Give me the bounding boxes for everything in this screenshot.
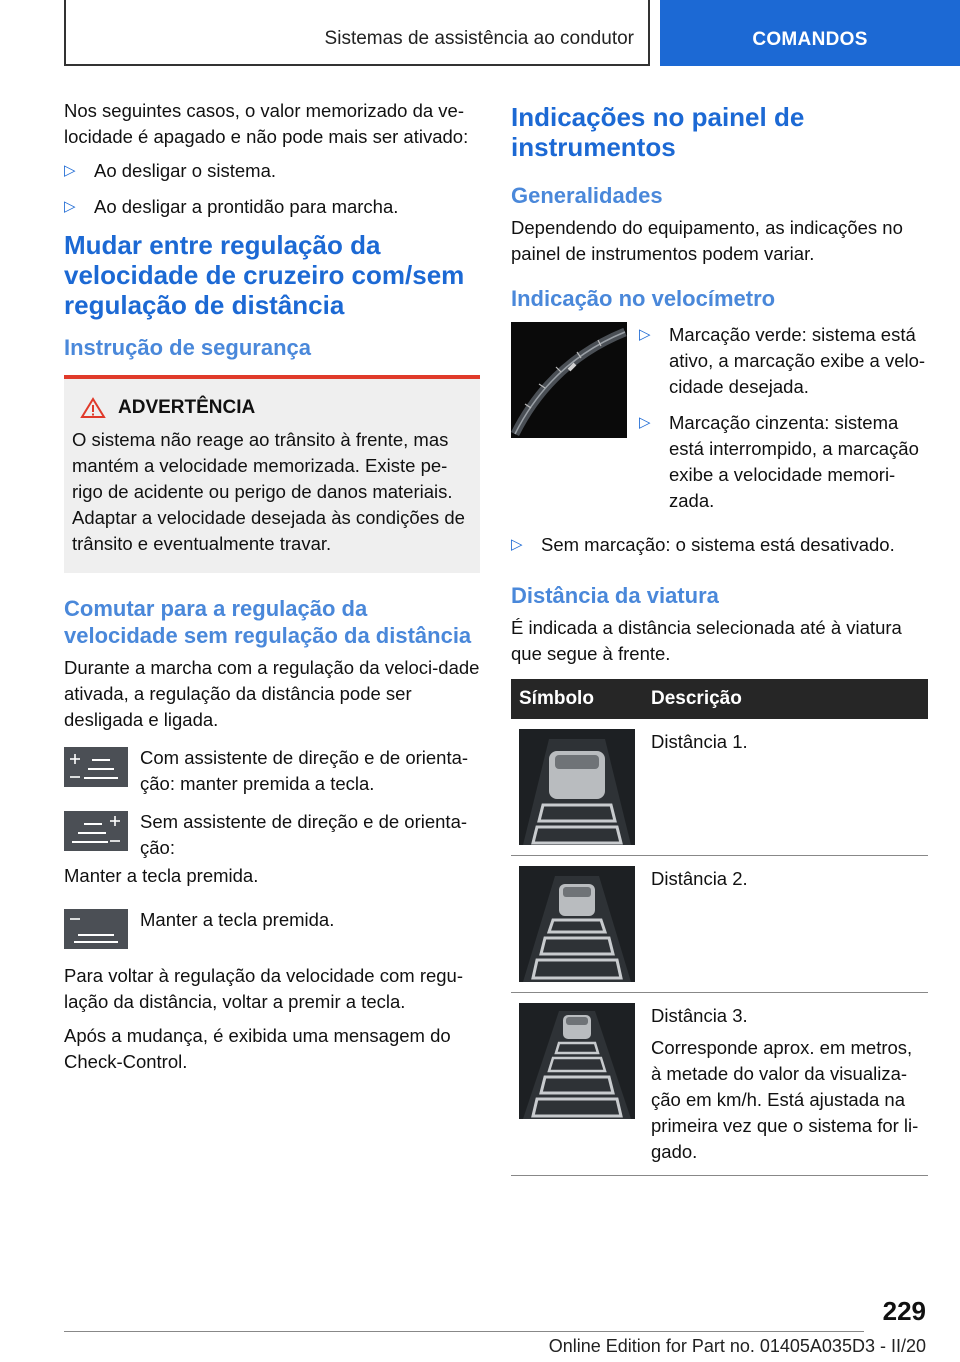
table-row [511,856,928,993]
table-header-row [511,679,928,719]
triangle-bullet-icon: ▷ [639,414,651,431]
warning-title: ADVERTÊNCIA [118,397,256,418]
button-instruction-3-text: Manter a tecla premida. [140,909,335,930]
distance-3-car-icon [519,1003,635,1119]
distance-text: É indicada a distância selecionada até à viatura que segue à frente. [511,617,902,664]
button-instruction-3 [64,907,480,949]
speedo-heading: Indicação no velocímetro [511,286,776,311]
distance-table [511,679,928,1176]
distance-button-icon [64,811,128,851]
table-header-symbol: Símbolo [511,679,643,719]
triangle-bullet-icon: ▷ [639,326,651,343]
left-column [64,98,480,1083]
table-row [511,719,928,856]
table-cell-symbol [511,856,643,993]
back-text: Para voltar à regulação da velocidade com regu-lação da distância, voltar a premir a tecla. [64,965,464,1012]
switch-text: Durante a marcha com a regulação da veloci-dade ativada, a regulação da distância pode ser desligada e ligada. [64,657,480,730]
button-instruction-1-text: Com assistente de direção e de orienta-ção: manter premida a tecla. [140,747,469,794]
header-section-box [64,0,650,66]
table-cell-symbol [511,993,643,1176]
speedo-row [511,322,928,524]
footer-divider [64,1331,864,1332]
table-cell-description-title: Distância 3. [651,1005,748,1026]
intro-bullet-list [64,158,480,220]
table-cell-description: Distância 2. [643,856,928,993]
distance-button-icon [64,909,128,949]
table-cell-description [643,993,928,1176]
intro-text: Nos seguintes casos, o valor memorizado da ve-locidade é apagado e não pode mais ser ativado: [64,100,469,147]
table-header-description: Descrição [643,679,928,719]
header-chapter-tab[interactable] [660,0,960,66]
page-number: 229 [882,1296,926,1326]
speedo-bullet-list-2 [511,532,928,558]
safety-heading: Instrução de segurança [64,335,311,360]
button-instruction-2-text: Sem assistente de direção e de orienta-ção: [140,811,468,858]
list-item: ▷ Ao desligar a prontidão para marcha. [64,194,480,220]
distance-button-icon [64,747,128,787]
list-item: ▷ Marcação cinzenta: sistema está interrompido, a marcação exibe a velocidade memori-zada. [639,412,919,511]
triangle-bullet-icon: ▷ [64,198,76,215]
general-text: Dependendo do equipamento, as indicações no painel de instrumentos podem variar. [511,217,903,264]
distance-1-car-icon [519,729,635,845]
section-heading: Mudar entre regulação da velocidade de cruzeiro com/sem regulação de distância [64,230,465,320]
table-cell-symbol [511,719,643,856]
general-heading: Generalidades [511,183,663,208]
speedo-bullet-list [639,322,928,524]
section-heading: Indicações no painel de instrumentos [511,102,805,162]
header-section-title: Sistemas de assistência ao condutor [324,28,634,49]
warning-text: O sistema não reage ao trânsito à frente, mas mantém a velocidade memorizada. Existe pe-rigo de acidente ou perigo de danos materiais. Adaptar a velocidade desejada às condições de trânsito e eventualmente travar. [72,429,465,554]
footer-edition: Online Edition for Part no. 01405A035D3 - II/20 [548,1336,926,1356]
right-column [511,102,928,1176]
button-instruction-2-after: Manter a tecla premida. [64,865,259,886]
list-item: ▷ Sem marcação: o sistema está desativado. [511,532,928,558]
button-instruction-2 [64,809,480,861]
warning-triangle-icon [80,397,106,419]
speedometer-image [511,322,627,438]
distance-heading: Distância da viatura [511,583,719,608]
list-item: ▷ Marcação verde: sistema está ativo, a marcação exibe a velo-cidade desejada. [639,324,926,397]
warning-box [64,375,480,573]
header-chapter-label: COMANDOS [752,29,868,50]
after-text: Após a mudança, é exibida uma mensagem do Check-Control. [64,1025,451,1072]
switch-heading: Comutar para a regulação da velocidade sem regulação da distância [64,596,472,648]
table-row [511,993,928,1176]
list-item: ▷ Ao desligar o sistema. [64,158,480,184]
warning-title-row [80,397,472,419]
table-cell-description: Distância 1. [643,719,928,856]
button-instruction-1 [64,745,480,797]
distance-2-car-icon [519,866,635,982]
table-cell-description-extra: Corresponde aprox. em metros, à metade do valor da visualiza-ção em km/h. Está ajustada na primeira vez que o sistema for li-gado. [651,1037,919,1162]
triangle-bullet-icon: ▷ [511,536,523,553]
triangle-bullet-icon: ▷ [64,162,76,179]
